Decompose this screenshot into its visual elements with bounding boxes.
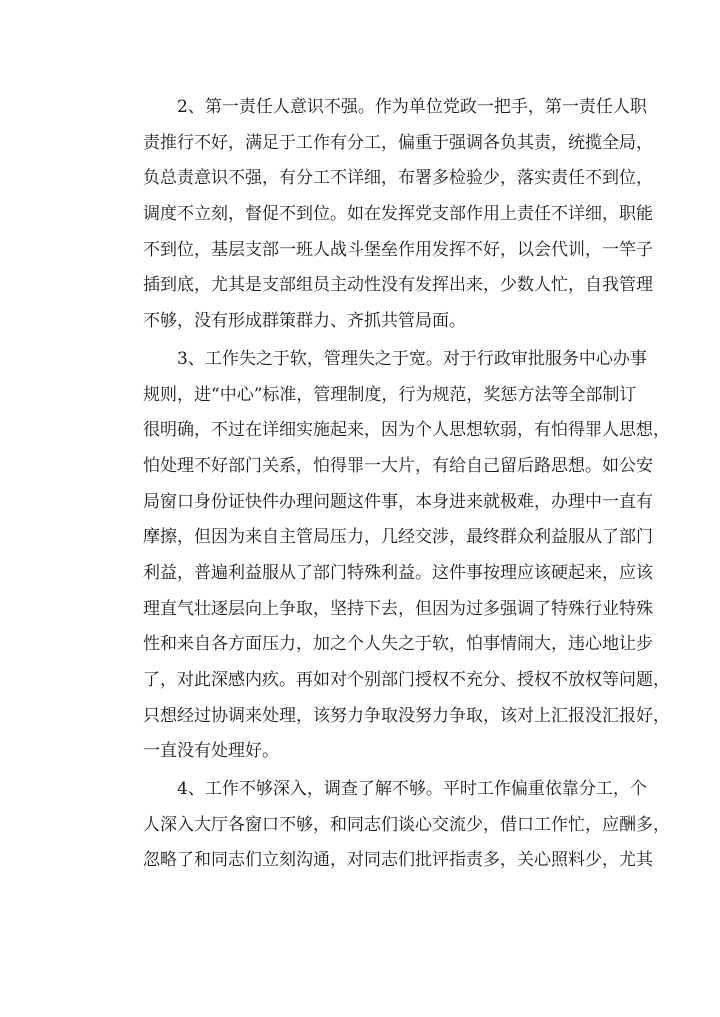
text-line: 3、工作失之于软，管理失之于宽。对于行政审批服务中心办事 (177, 348, 647, 369)
text-line: 规则，进“中心”标准，管理制度，行为规范，奖惩方法等全部制订 (143, 384, 637, 405)
text-line: 不够，没有形成群策群力、齐抓共管局面。 (143, 311, 466, 332)
text-line: 调度不立刻，督促不到位。如在发挥党支部作用上责任不详细，职能 (143, 204, 653, 225)
text-line: 不到位，基层支部一班人战斗堡垒作用发挥不好，以会代训，一竿子 (143, 239, 653, 260)
text-line: 只想经过协调来处理，该努力争取没努力争取，该对上汇报没汇报好， (143, 705, 670, 726)
text-line: 人深入大厅各窗口不够，和同志们谈心交流少，借口工作忙，应酬多， (143, 814, 670, 835)
text-line: 利益，普遍利益服从了部门特殊利益。这件事按理应该硬起来，应该 (143, 562, 653, 583)
text-line: 2、第一责任人意识不强。作为单位党政一把手，第一责任人职 (177, 97, 647, 117)
text-line: 负总责意识不强，有分工不详细，布署多检验少，落实责任不到位， (143, 168, 653, 189)
text-line: 性和来自各方面压力，加之个人失之于软，怕事情闹大，违心地让步 (143, 634, 653, 655)
paragraph-2 (109, 90, 653, 340)
text-line: 很明确，不过在详细实施起来，因为个人思想软弱，有怕得罪人思想， (143, 420, 670, 441)
text-line: 了，对此深感内疚。再如对个别部门授权不充分、授权不放权等问题， (143, 670, 670, 690)
text-line: 插到底，尤其是支部组员主动性没有发挥出来，少数人忙，自我管理 (143, 275, 653, 296)
text-line: 忽略了和同志们立刻沟通，对同志们批评指责多，关心照料少，尤其 (143, 850, 653, 871)
text-line: 怕处理不好部门关系，怕得罪一大片，有给自己留后路思想。如公安 (143, 455, 653, 476)
text-line: 一直没有处理好。 (143, 741, 279, 762)
text-line: 摩擦，但因为来自主管局压力，几经交涉，最终群众利益服从了部门 (143, 527, 653, 548)
paragraph-3 (109, 342, 670, 770)
document-body (109, 90, 670, 881)
text-line: 责推行不好，满足于工作有分工，偏重于强调各负其责，统揽全局， (143, 132, 653, 153)
text-line: 理直气壮逐层向上争取，坚持下去，但因为过多强调了特殊行业特殊 (143, 598, 653, 619)
paragraph-4 (109, 772, 670, 879)
text-line: 4、工作不够深入，调查了解不够。平时工作偏重依靠分工，个 (177, 779, 647, 800)
text-line: 局窗口身份证快件办理问题这件事，本身进来就极难，办理中一直有 (143, 491, 653, 512)
